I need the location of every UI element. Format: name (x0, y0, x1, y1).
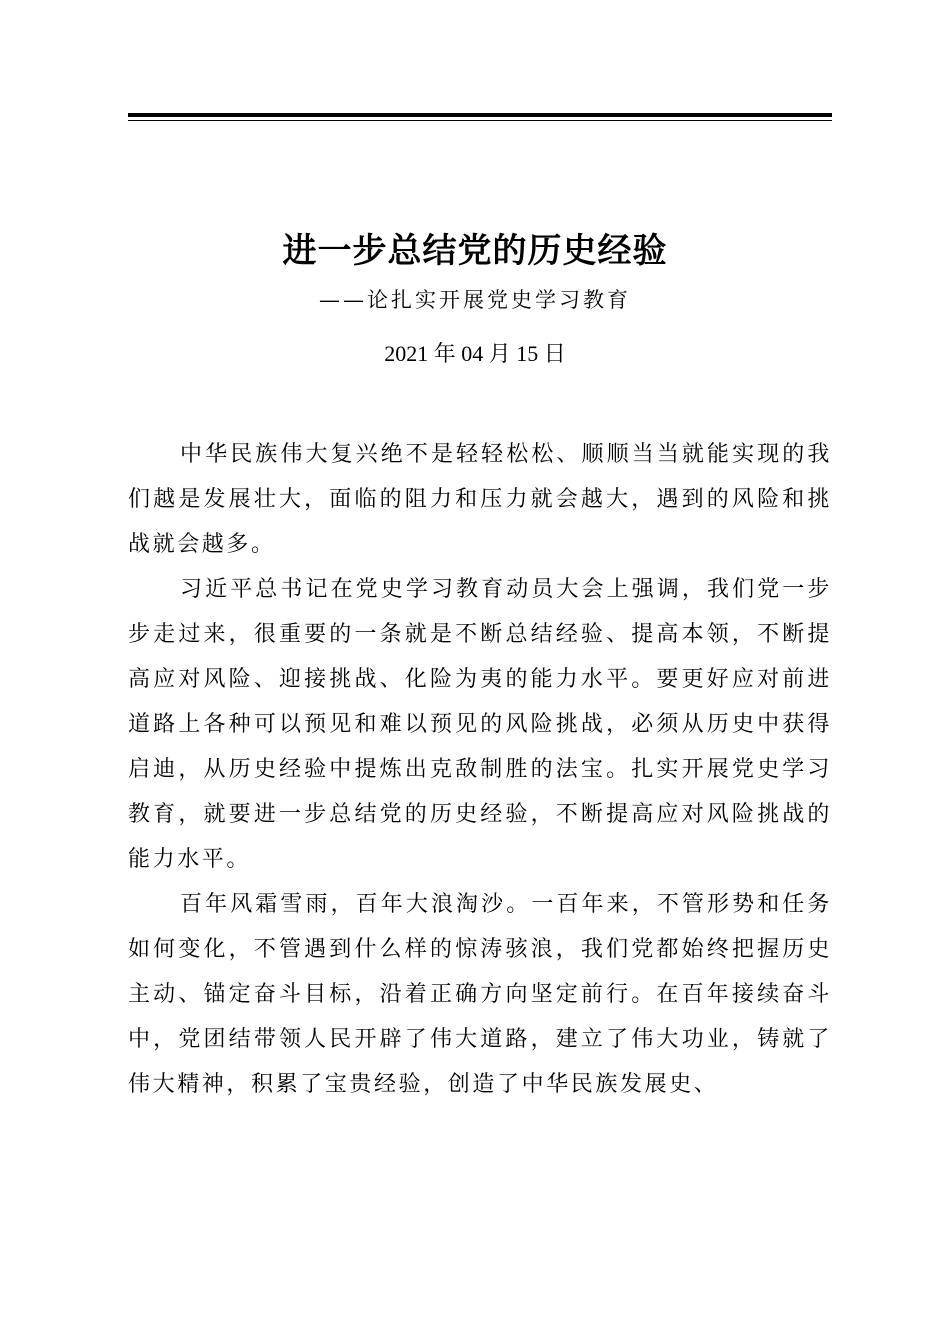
article-title: 进一步总结党的历史经验 (282, 231, 668, 271)
paragraph-1: 中华民族伟大复兴绝不是轻轻松松、顺顺当当就能实现的我们越是发展壮大，面临的阻力和压力就会越大，遇到的风险和挑战就会越多。 (128, 442, 832, 557)
paragraph-2: 习近平总书记在党史学习教育动员大会上强调，我们党一步步走过来，很重要的一条就是不断总结经验、提高本领，不断提高应对风险、迎接挑战、化险为夷的能力水平。要更好应对前进道路上各种可以预见和难以预见的风险挑战，必须从历史中获得启迪，从历史经验中提炼出克敌制胜的法宝。扎实开展党史学习教育，就要进一步总结党的历史经验，不断提高应对风险挑战的能力水平。 (128, 577, 832, 872)
paragraph-3: 百年风霜雪雨，百年大浪淘沙。一百年来，不管形势和任务如何变化，不管遇到什么样的惊涛骇浪，我们党都始终把握历史主动、锚定奋斗目标，沿着正确方向坚定前行。在百年接续奋斗中，党团结带领人民开辟了伟大道路，建立了伟大功业，铸就了伟大精神，积累了宝贵经验，创造了中华民族发展史、 (128, 892, 832, 1097)
header-rule-thin (128, 120, 832, 121)
article-date: 2021 年 04 月 15 日 (384, 341, 566, 366)
article-body (128, 432, 832, 1107)
article-subtitle: ——论扎实开展党史学习教育 (319, 288, 631, 312)
header-rule-thick (128, 113, 832, 117)
